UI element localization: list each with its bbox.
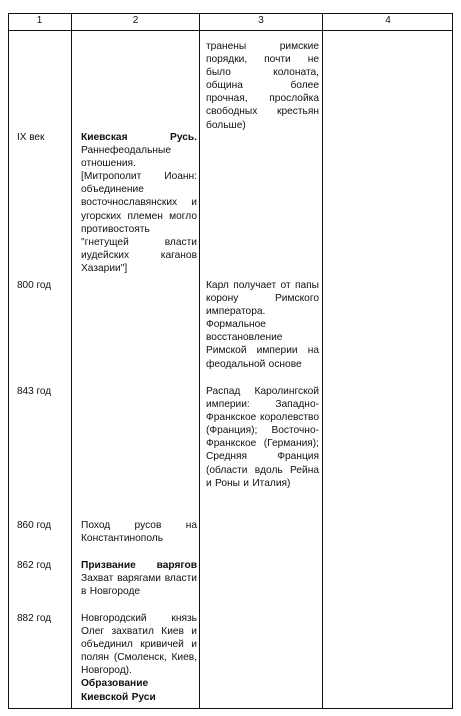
header-divider xyxy=(8,30,453,31)
header-col-1: 1 xyxy=(36,15,43,26)
header-col-4: 4 xyxy=(385,15,391,26)
intro-text-col3: транены римские порядки, почти не было колоната, община более прочная, прослойка свободных крестьян больше) xyxy=(206,41,319,131)
event-cell xyxy=(81,612,197,704)
event-cell-col3: Карл получает от папы корону Римского императора. Формальное восстановление Римской империи на феодальной основе xyxy=(206,280,319,370)
event-text: Захват варягами власти в Новгороде xyxy=(81,573,197,598)
event-cell xyxy=(81,131,197,275)
event-cell-col3: Распад Каролингской империи: Западно-Франкское королевство (Франция); Восточно-Франкское (Германия); Средняя Франция (области вдоль Рейна и Роны и Италия) xyxy=(206,386,319,489)
event-cell: Поход русов на Константинополь xyxy=(81,520,197,545)
event-text: Раннефеодальные отношения. [Митрополит Иоанн: объединение восточнославянских и угорских племен могло противостоять "гнетущей власти иудейских каганов Хазарии"] xyxy=(81,145,197,274)
year-cell: 860 год xyxy=(17,520,52,531)
year-cell: IX век xyxy=(17,132,45,143)
event-text: Новгородский князь Олег захватил Киев и объединил кривичей и полян (Смоленск, Киев, Новгород). xyxy=(81,613,197,677)
event-heading: Образование Киевской Руси xyxy=(81,678,156,703)
column-divider xyxy=(322,13,323,709)
event-heading: Призвание варягов xyxy=(81,560,197,571)
header-col-2: 2 xyxy=(132,15,139,26)
year-cell: 882 год xyxy=(17,613,52,624)
header-col-3: 3 xyxy=(258,15,264,26)
column-divider xyxy=(71,13,72,709)
year-cell: 800 год xyxy=(17,280,52,291)
column-divider xyxy=(199,13,200,709)
year-cell: 843 год xyxy=(17,386,52,397)
event-heading: Киевская Русь. xyxy=(81,132,197,143)
event-cell xyxy=(81,559,197,598)
year-cell: 862 год xyxy=(17,560,52,571)
